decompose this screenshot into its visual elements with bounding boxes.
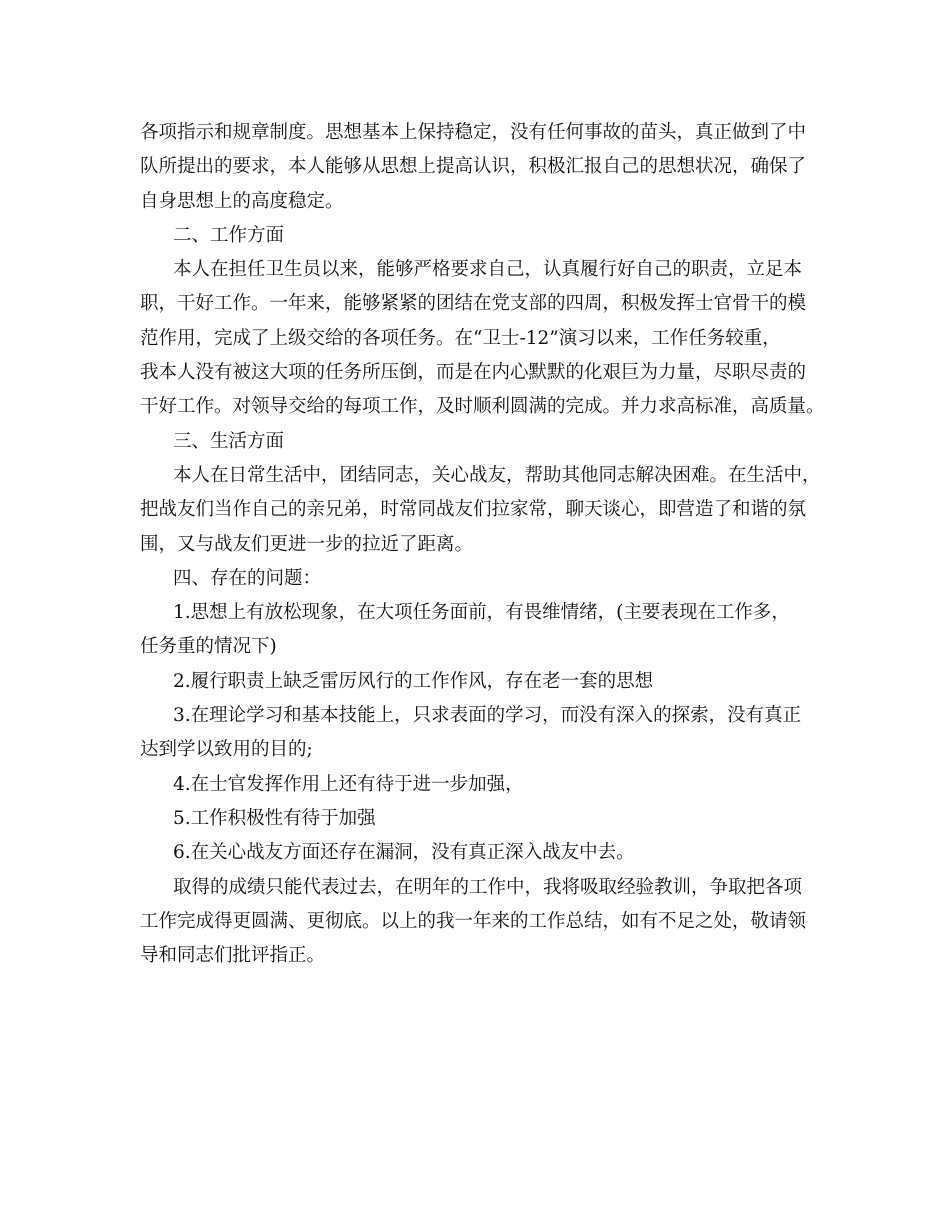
text-line: 本人在担任卫生员以来，能够严格要求自己，认真履行好自己的职责，立足本 <box>173 259 803 281</box>
text-line: 队所提出的要求，本人能够从思想上提高认识，积极汇报自己的思想状况，确保了 <box>140 156 807 178</box>
text-line: 自身思想上的高度稳定。 <box>140 190 344 212</box>
section-heading-life: 三、生活方面 <box>173 430 285 452</box>
list-item: 4.在士官发挥作用上还有待于进一步加强， <box>173 773 524 795</box>
text-line: 达到学以致用的目的; <box>140 739 313 761</box>
list-item: 6.在关心战友方面还存在漏洞，没有真正深入战友中去。 <box>173 842 635 864</box>
list-item: 1.思想上有放松现象，在大项任务面前，有畏维情绪，(主要表现在工作多， <box>173 602 790 624</box>
text-line: 职，干好工作。一年来，能够紧紧的团结在党支部的四周，积极发挥士官骨干的模 <box>140 293 807 315</box>
text-line: 工作完成得更圆满、更彻底。以上的我一年来的工作总结，如有不足之处，敬请领 <box>140 910 807 932</box>
text-line: 取得的成绩只能代表过去，在明年的工作中，我将吸取经验教训，争取把各项 <box>173 876 803 898</box>
text-line: 任务重的情况下) <box>140 636 277 658</box>
list-item: 3.在理论学习和基本技能上，只求表面的学习，而没有深入的探索，没有真正 <box>173 705 802 727</box>
section-heading-problems: 四、存在的问题： <box>173 567 322 589</box>
text-line: 各项指示和规章制度。思想基本上保持稳定，没有任何事故的苗头，真正做到了中 <box>140 122 807 143</box>
text-line: 范作用，完成了上级交给的各项任务。在“卫士-12”演习以来，工作任务较重， <box>140 327 781 349</box>
text-line: 我本人没有被这大项的任务所压倒，而是在内心默默的化艰巨为力量，尽职尽责的 <box>140 362 807 384</box>
document-body <box>140 116 830 973</box>
list-item: 2.履行职责上缺乏雷厉风行的工作作风，存在老一套的思想 <box>173 670 654 692</box>
section-heading-work: 二、工作方面 <box>173 224 285 246</box>
text-line: 把战友们当作自己的亲兄弟，时常同战友们拉家常，聊天谈心，即营造了和谐的氛 <box>140 499 807 521</box>
text-line: 导和同志们批评指正。 <box>140 945 326 967</box>
list-item: 5.工作积极性有待于加强 <box>173 807 376 829</box>
text-line: 干好工作。对领导交给的每项工作，及时顺利圆满的完成。并力求高标准，高质量。 <box>140 396 825 418</box>
text-line: 围，又与战友们更进一步的拉近了距离。 <box>140 533 474 555</box>
text-line: 本人在日常生活中，团结同志，关心战友，帮助其他同志解决困难。在生活中， <box>173 464 821 486</box>
